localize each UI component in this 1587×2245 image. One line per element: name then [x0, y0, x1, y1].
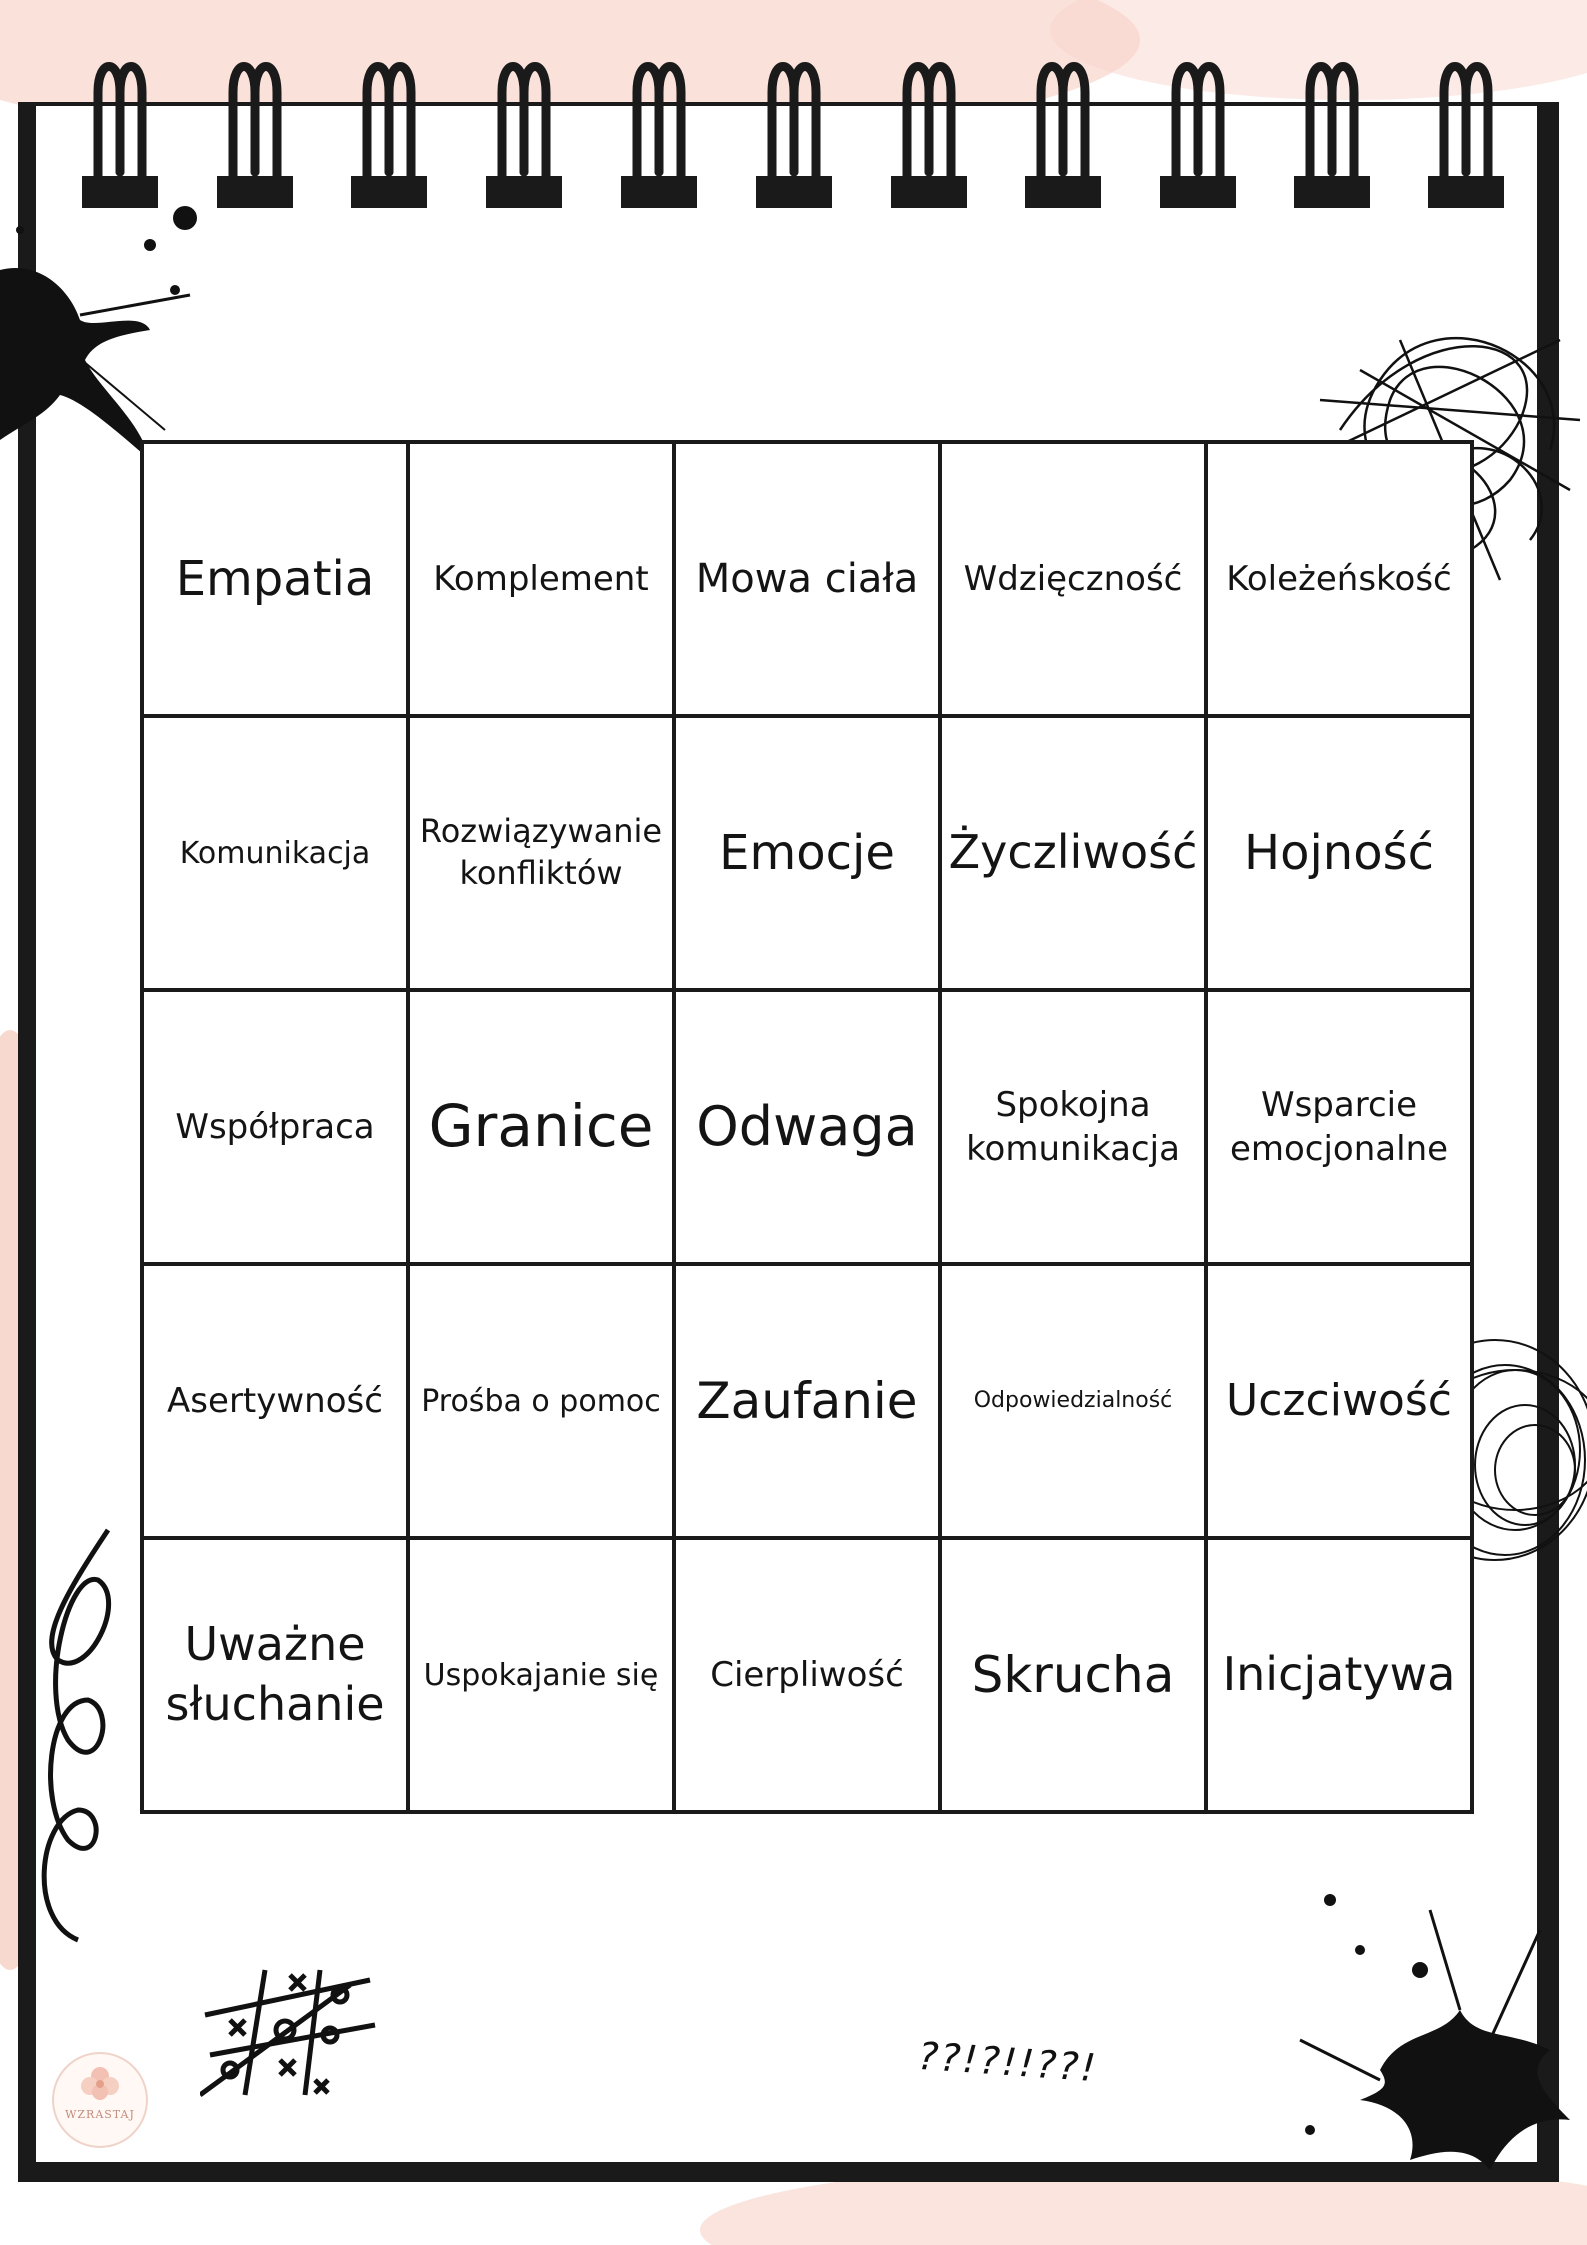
grid-row — [142, 990, 1472, 1264]
grid-cell[interactable] — [142, 1538, 408, 1812]
grid-row — [142, 716, 1472, 990]
grid-cell-label: Życzliwość — [948, 825, 1198, 880]
spiral-ring-icon — [1428, 52, 1504, 212]
grid-cell-label: Komunikacja — [179, 835, 371, 871]
grid-cell-label: Uważne słuchanie — [165, 1617, 385, 1731]
spiral-ring-icon — [82, 52, 158, 212]
question-marks-doodle: ??!?!!??! — [916, 2033, 1100, 2091]
spiral-ring-icon — [217, 52, 293, 212]
spiral-ring-icon — [621, 52, 697, 212]
grid-cell-label: Odwaga — [696, 1094, 918, 1158]
grid-row — [142, 1264, 1472, 1538]
grid-cell-label: Współpraca — [175, 1106, 375, 1147]
grid-cell-label: Granice — [428, 1092, 654, 1161]
grid-cell-label: Hojność — [1244, 824, 1434, 881]
grid-cell-label: Empatia — [175, 550, 375, 607]
spiral-ring-icon — [486, 52, 562, 212]
grid-cell-label: Uczciwość — [1226, 1375, 1452, 1427]
grid-cell[interactable] — [1206, 990, 1472, 1264]
grid-row — [142, 442, 1472, 716]
grid-cell-label: Komplement — [433, 558, 649, 599]
grid-cell[interactable] — [142, 990, 408, 1264]
grid-cell[interactable] — [408, 1538, 674, 1812]
grid-cell[interactable] — [1206, 716, 1472, 990]
grid-cell[interactable] — [408, 990, 674, 1264]
grid-cell[interactable] — [142, 1264, 408, 1538]
grid-cell-label: Wsparcie emocjonalne — [1229, 1084, 1449, 1169]
grid-cell-label: Cierpliwość — [710, 1654, 904, 1695]
grid-cell[interactable] — [1206, 1538, 1472, 1812]
grid-cell[interactable] — [674, 990, 940, 1264]
grid-cell-label: Odpowiedzialność — [973, 1387, 1173, 1413]
bingo-grid — [140, 440, 1474, 1814]
grid-cell[interactable] — [674, 1264, 940, 1538]
grid-cell-label: Asertywność — [167, 1380, 383, 1421]
spiral-ring-icon — [1025, 52, 1101, 212]
grid-cell[interactable] — [940, 1538, 1206, 1812]
grid-cell[interactable] — [940, 1264, 1206, 1538]
grid-cell[interactable] — [674, 1538, 940, 1812]
grid-cell-label: Skrucha — [971, 1645, 1175, 1704]
grid-cell[interactable] — [142, 716, 408, 990]
grid-cell[interactable] — [142, 442, 408, 716]
brand-logo — [52, 2052, 148, 2148]
spiral-ring-icon — [1294, 52, 1370, 212]
flower-icon — [70, 2062, 130, 2106]
grid-cell-label: Spokojna komunikacja — [966, 1084, 1180, 1169]
grid-cell[interactable] — [940, 716, 1206, 990]
grid-cell-label: Uspokajanie się — [423, 1657, 659, 1693]
grid-cell[interactable] — [674, 716, 940, 990]
grid-cell-label: Wdzięczność — [963, 558, 1183, 599]
grid-cell[interactable] — [940, 990, 1206, 1264]
grid-cell[interactable] — [408, 1264, 674, 1538]
grid-cell-label: Rozwiązywanie konfliktów — [419, 812, 663, 892]
grid-cell-label: Emocje — [719, 824, 895, 881]
grid-cell[interactable] — [1206, 442, 1472, 716]
grid-cell-label: Koleżeńskość — [1226, 558, 1452, 599]
grid-cell[interactable] — [408, 442, 674, 716]
grid-cell[interactable] — [408, 716, 674, 990]
grid-cell[interactable] — [940, 442, 1206, 716]
grid-cell-label: Inicjatywa — [1222, 1647, 1456, 1702]
grid-cell[interactable] — [674, 442, 940, 716]
grid-cell-label: Prośba o pomoc — [421, 1383, 661, 1419]
logo-text: WZRASTAJ — [65, 2108, 135, 2121]
spiral-ring-icon — [351, 52, 427, 212]
spiral-ring-icon — [756, 52, 832, 212]
grid-cell[interactable] — [1206, 1264, 1472, 1538]
grid-cell-label: Mowa ciała — [695, 556, 919, 602]
grid-row — [142, 1538, 1472, 1812]
grid-cell-label: Zaufanie — [696, 1371, 918, 1430]
spiral-ring-icon — [1160, 52, 1236, 212]
spiral-ring-icon — [891, 52, 967, 212]
